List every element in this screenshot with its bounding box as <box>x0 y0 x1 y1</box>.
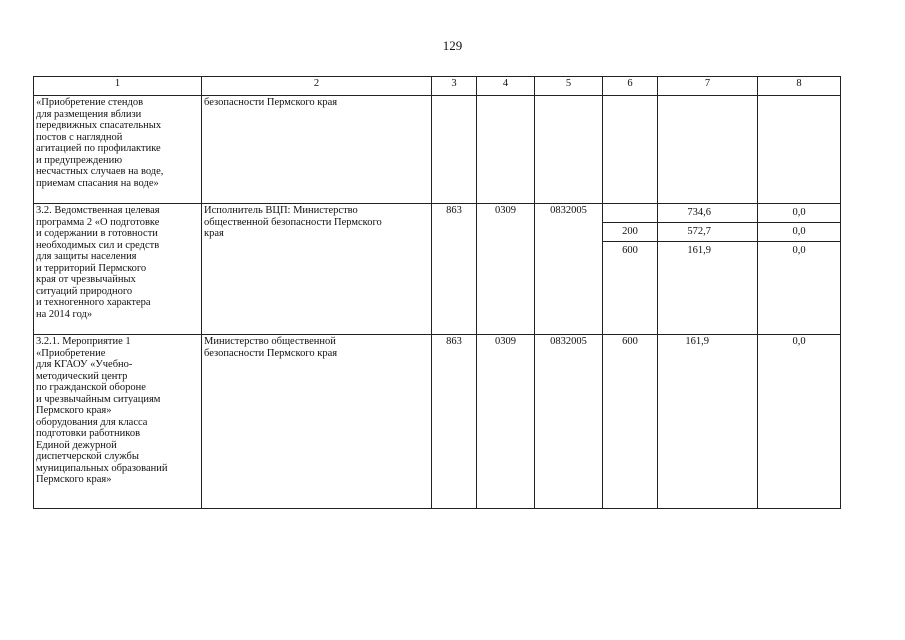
subvalue: 734,6 <box>687 207 711 218</box>
page-number: 129 <box>442 38 463 53</box>
code-cell <box>477 96 535 204</box>
amount-cell <box>658 96 758 204</box>
header-cell: 2 <box>202 77 432 96</box>
split-cell <box>658 204 758 335</box>
table-row <box>34 335 841 509</box>
activity-name-cell: «Приобретение стендов для размещения вблизи передвижных спасательных постов с наглядной агитацией по профилактике и предупреждению несчастных случаев на воде, приемам спасания на воде» <box>34 96 202 204</box>
amount-cell: 0,0 <box>758 335 841 509</box>
activity-name-cell: 3.2. Ведомственная целевая программа 2 «О подготовке и содержании в готовности необходимых сил и средств для защиты населения и территорий Пермского края от чрезвычайных ситуаций природного и техногенного характера на 2014 год» <box>34 204 202 335</box>
subvalue: 600 <box>603 241 658 260</box>
executor-cell: безопасности Пермского края <box>202 96 432 204</box>
code-cell <box>603 96 658 204</box>
subvalue <box>603 204 658 222</box>
header-cell: 8 <box>758 77 841 96</box>
code-cell: 0309 <box>477 335 535 509</box>
table-row <box>34 204 841 335</box>
amount-cell <box>758 96 841 204</box>
code-cell: 0832005 <box>535 335 603 509</box>
subvalue: 0,0 <box>758 241 841 260</box>
split-cell <box>758 204 841 335</box>
subvalue: 0,0 <box>758 222 841 241</box>
header-cell: 5 <box>535 77 603 96</box>
executor-cell: Министерство общественной безопасности Пермского края <box>202 335 432 509</box>
code-cell: 863 <box>432 204 477 335</box>
header-cell: 4 <box>477 77 535 96</box>
code-cell <box>432 96 477 204</box>
subvalue: 0,0 <box>792 207 806 218</box>
split-cell <box>603 204 658 335</box>
amount-cell: 161,9 <box>658 335 758 509</box>
code-cell: 0832005 <box>535 204 603 335</box>
header-cell: 3 <box>432 77 477 96</box>
header-cell: 7 <box>658 77 758 96</box>
subvalue: 200 <box>603 222 658 241</box>
subvalue: 161,9 <box>658 241 758 260</box>
code-cell <box>535 96 603 204</box>
code-cell: 600 <box>603 335 658 509</box>
header-cell: 1 <box>34 77 202 96</box>
executor-cell: Исполнитель ВЦП: Министерство общественной безопасности Пермского края <box>202 204 432 335</box>
code-cell: 863 <box>432 335 477 509</box>
header-row <box>34 77 841 96</box>
header-cell: 6 <box>603 77 658 96</box>
activity-name-cell: 3.2.1. Мероприятие 1 «Приобретение для КГАОУ «Учебно- методический центр по гражданской обороне и чрезвычайным ситуациям Пермского края» оборудования для класса подготовки работников Единой дежурной диспетчерской службы муниципальных образований Пермского края» <box>34 335 202 509</box>
code-cell: 0309 <box>477 204 535 335</box>
table-row <box>34 96 841 204</box>
budget-table <box>33 76 841 509</box>
subvalue: 572,7 <box>658 222 758 241</box>
